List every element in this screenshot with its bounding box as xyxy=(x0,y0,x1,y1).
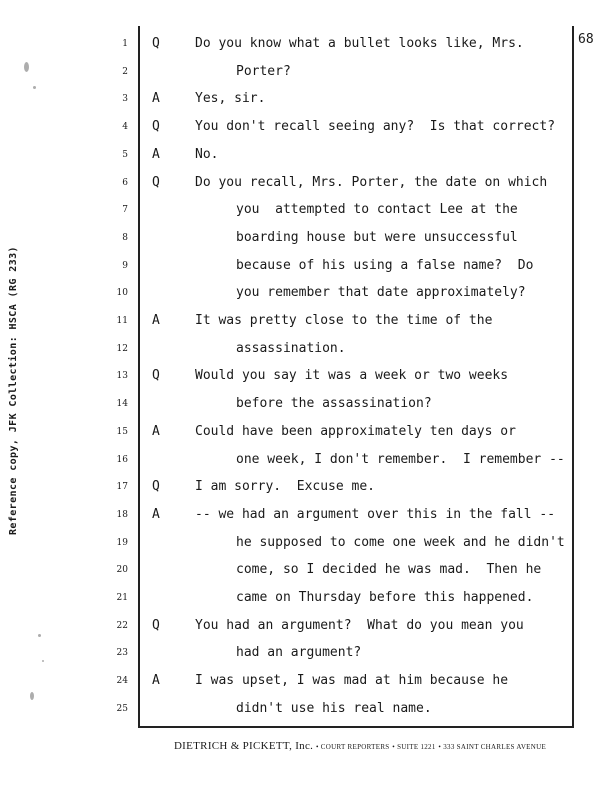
transcript-line xyxy=(0,562,612,580)
line-text: I am sorry. Excuse me. xyxy=(195,479,376,495)
transcript-line xyxy=(0,36,612,54)
line-text: before the assassination? xyxy=(236,396,432,412)
scan-speck xyxy=(33,86,36,89)
speaker-label: Q xyxy=(152,617,160,633)
line-text: You don't recall seeing any? Is that correct? xyxy=(195,119,556,135)
transcript-line xyxy=(0,618,612,636)
transcript-line xyxy=(0,119,612,137)
transcript-line xyxy=(0,673,612,691)
line-number: 21 xyxy=(116,593,128,603)
line-number: 5 xyxy=(122,149,128,160)
scan-speck xyxy=(42,660,44,662)
footer-suite: SUITE 1221 xyxy=(397,743,436,751)
line-text: I was upset, I was mad at him because he xyxy=(195,673,509,689)
line-number: 2 xyxy=(122,66,128,77)
line-number: 22 xyxy=(116,620,128,631)
line-text: one week, I don't remember. I remember -- xyxy=(236,451,565,467)
transcript-line xyxy=(0,424,612,442)
speaker-label: Q xyxy=(152,36,160,51)
line-number: 23 xyxy=(116,648,128,659)
speaker-label: A xyxy=(152,313,160,328)
transcript-line xyxy=(0,285,612,303)
line-number: 20 xyxy=(116,565,128,576)
line-text: had an argument? xyxy=(236,645,362,661)
line-text: come, so I decided he was mad. Then he xyxy=(236,562,542,578)
line-number: 1 xyxy=(122,39,128,49)
line-text: Could have been approximately ten days or xyxy=(195,423,516,439)
speaker-label: A xyxy=(152,673,160,689)
archive-reference-label: Reference copy, JFK Collection: HSCA (RG 233) xyxy=(8,246,19,535)
line-number: 9 xyxy=(122,260,128,271)
transcript-line xyxy=(0,701,612,719)
footer-separator: • xyxy=(315,743,319,751)
line-number: 10 xyxy=(116,288,128,299)
line-number: 8 xyxy=(122,232,128,243)
speaker-label: A xyxy=(152,423,160,439)
line-text: It was pretty close to the time of the xyxy=(195,313,493,328)
transcript-line xyxy=(0,479,612,497)
speaker-label: A xyxy=(152,146,160,162)
line-number: 4 xyxy=(122,122,128,133)
line-number: 13 xyxy=(116,371,128,382)
transcript-line xyxy=(0,341,612,359)
transcript-line xyxy=(0,368,612,386)
footer xyxy=(150,740,570,752)
transcript-line xyxy=(0,313,612,331)
transcript-line xyxy=(0,507,612,525)
line-text: Do you know what a bullet looks like, Mrs. xyxy=(195,36,524,51)
line-number: 17 xyxy=(116,482,128,493)
line-number: 14 xyxy=(116,399,128,410)
speaker-label: A xyxy=(152,91,160,107)
line-number: 12 xyxy=(116,343,128,354)
scan-speck xyxy=(30,692,34,700)
line-text: didn't use his real name. xyxy=(236,700,432,716)
speaker-label: Q xyxy=(152,479,160,495)
line-number: 24 xyxy=(116,676,128,687)
line-text: -- we had an argument over this in the fall -- xyxy=(195,506,556,522)
line-text: you attempted to contact Lee at the xyxy=(236,202,518,218)
footer-reporters: COURT REPORTERS xyxy=(320,743,390,751)
transcript-line xyxy=(0,645,612,663)
footer-separator: • xyxy=(438,743,442,751)
line-text: because of his using a false name? Do xyxy=(236,257,534,273)
line-text: No. xyxy=(195,146,219,162)
line-text: assassination. xyxy=(236,340,346,356)
line-text: Do you recall, Mrs. Porter, the date on which xyxy=(195,174,548,190)
line-text: You had an argument? What do you mean you xyxy=(195,617,524,633)
line-text: came on Thursday before this happened. xyxy=(236,590,534,605)
line-text: Yes, sir. xyxy=(195,91,266,107)
scan-speck xyxy=(38,634,41,637)
line-number: 15 xyxy=(116,426,128,437)
line-number: 16 xyxy=(116,454,128,465)
footer-address: 333 SAINT CHARLES AVENUE xyxy=(443,743,547,751)
bottom-rule xyxy=(138,726,574,728)
scan-speck xyxy=(24,62,29,72)
line-text: Would you say it was a week or two weeks xyxy=(195,368,509,384)
page-number: 68 xyxy=(578,32,594,47)
transcript-line xyxy=(0,258,612,276)
transcript-line xyxy=(0,452,612,470)
transcript-line xyxy=(0,175,612,193)
line-number: 19 xyxy=(116,537,128,548)
transcript-line xyxy=(0,64,612,82)
line-text: Porter? xyxy=(236,63,291,79)
line-text: boarding house but were unsuccessful xyxy=(236,229,518,245)
transcript-line xyxy=(0,230,612,248)
transcript-line xyxy=(0,535,612,553)
transcript-line xyxy=(0,202,612,220)
transcript-line xyxy=(0,147,612,165)
line-number: 11 xyxy=(116,316,128,326)
line-number: 18 xyxy=(116,509,128,520)
line-text: you remember that date approximately? xyxy=(236,285,526,301)
transcript-line xyxy=(0,590,612,608)
line-number: 6 xyxy=(122,177,128,188)
line-text: he supposed to come one week and he didn't xyxy=(236,534,565,550)
footer-separator: • xyxy=(392,743,395,751)
speaker-label: Q xyxy=(152,174,160,190)
footer-company: DIETRICH & PICKETT, Inc. xyxy=(173,740,314,752)
speaker-label: Q xyxy=(152,368,160,384)
speaker-label: Q xyxy=(152,119,160,135)
transcript-line xyxy=(0,91,612,109)
speaker-label: A xyxy=(152,506,160,522)
transcript-line xyxy=(0,396,612,414)
line-number: 3 xyxy=(122,94,128,105)
line-number: 25 xyxy=(116,703,128,714)
line-number: 7 xyxy=(122,205,128,216)
